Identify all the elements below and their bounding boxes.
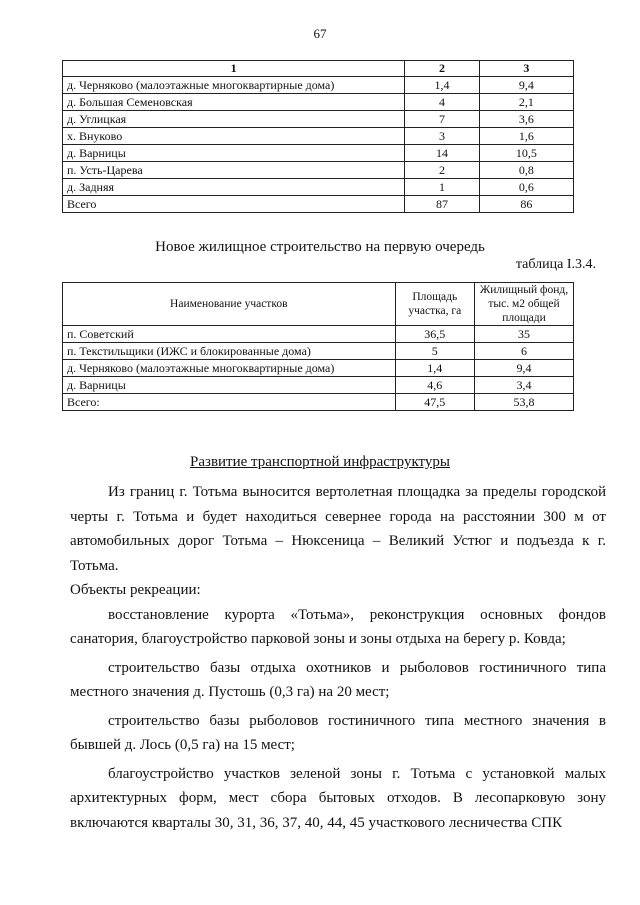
column-header: Наименование участков xyxy=(63,283,396,326)
table-row xyxy=(63,377,574,394)
paragraph: Объекты рекреации: xyxy=(70,582,201,598)
area-total: 47,5 xyxy=(395,394,474,411)
housing-value: 0,6 xyxy=(479,179,573,196)
table-total-row xyxy=(63,394,574,411)
table-header-row xyxy=(63,61,574,77)
table-row xyxy=(63,128,574,145)
column-header: 1 xyxy=(63,61,405,77)
paragraph: Из границ г. Тотьма выносится вертолетная площадка за пределы городской черты г. Тотьма и будет находиться севернее города на расстоянии 300 м от автомобильных дорог Тотьма – Нюксеница – Великий Устюг и подъезда к г. Тотьма. xyxy=(70,484,606,574)
column-header: Площадь участка, га xyxy=(395,283,474,326)
settlement-name: д. Варницы xyxy=(63,145,405,162)
column-header: Жилищный фонд, тыс. м2 общей площади xyxy=(475,283,574,326)
column-header: 2 xyxy=(405,61,480,77)
area-value: 4,6 xyxy=(395,377,474,394)
site-name: п. Советский xyxy=(63,326,396,343)
table-number: таблица I.3.4. xyxy=(515,257,596,272)
area-value: 7 xyxy=(405,111,480,128)
housing-value: 9,4 xyxy=(475,360,574,377)
table-row xyxy=(63,77,574,94)
area-total: 87 xyxy=(405,196,480,213)
list-paragraph: строительство базы отдыха охотников и рыболовов гостиничного типа местного значения д. Пустошь (0,3 га) на 20 мест; xyxy=(70,659,606,700)
column-header: 3 xyxy=(479,61,573,77)
area-value: 14 xyxy=(405,145,480,162)
housing-value: 3,6 xyxy=(479,111,573,128)
settlement-name: д. Задняя xyxy=(63,179,405,196)
table-row xyxy=(63,145,574,162)
table-row xyxy=(63,94,574,111)
area-value: 3 xyxy=(405,128,480,145)
table-row xyxy=(63,162,574,179)
site-name: д. Черняково (малоэтажные многоквартирные дома) xyxy=(63,360,396,377)
table-row xyxy=(63,326,574,343)
body-text xyxy=(70,480,606,835)
settlement-name: д. Черняково (малоэтажные многоквартирные дома) xyxy=(63,77,405,94)
area-value: 1,4 xyxy=(395,360,474,377)
table-row xyxy=(63,343,574,360)
housing-value: 0,8 xyxy=(479,162,573,179)
table-caption: Новое жилищное строительство на первую очередь xyxy=(155,239,485,255)
settlement-name: д. Большая Семеновская xyxy=(63,94,405,111)
table-header-row xyxy=(63,283,574,326)
housing-value: 3,4 xyxy=(475,377,574,394)
housing-value: 6 xyxy=(475,343,574,360)
area-value: 5 xyxy=(395,343,474,360)
list-paragraph: благоустройство участков зеленой зоны г. Тотьма с установкой малых архитектурных форм, мест сбора бытовых отходов. В лесопарковую зону включаются кварталы 30, 31, 36, 37, 40, 44, 45 участкового лесничества СПК xyxy=(70,765,606,831)
list-paragraph: восстановление курорта «Тотьма», реконструкция основных фондов санатория, благоустройство парковой зоны и зоны отдыха на берегу р. Ковда; xyxy=(70,606,606,647)
total-label: Всего: xyxy=(63,394,396,411)
housing-value: 35 xyxy=(475,326,574,343)
table-row xyxy=(63,179,574,196)
total-label: Всего xyxy=(63,196,405,213)
area-value: 4 xyxy=(405,94,480,111)
housing-value: 10,5 xyxy=(479,145,573,162)
table-row xyxy=(63,111,574,128)
section-title: Развитие транспортной инфраструктуры xyxy=(190,454,450,470)
housing-value: 2,1 xyxy=(479,94,573,111)
settlement-name: п. Усть-Царева xyxy=(63,162,405,179)
housing-value: 9,4 xyxy=(479,77,573,94)
table-total-row xyxy=(63,196,574,213)
area-value: 1 xyxy=(405,179,480,196)
area-value: 1,4 xyxy=(405,77,480,94)
settlements-housing-table xyxy=(62,60,574,213)
area-value: 36,5 xyxy=(395,326,474,343)
site-name: д. Варницы xyxy=(63,377,396,394)
area-value: 2 xyxy=(405,162,480,179)
new-construction-table xyxy=(62,282,574,411)
housing-total: 53,8 xyxy=(475,394,574,411)
site-name: п. Текстильщики (ИЖС и блокированные дома) xyxy=(63,343,396,360)
housing-total: 86 xyxy=(479,196,573,213)
settlement-name: д. Углицкая xyxy=(63,111,405,128)
list-paragraph: строительство базы рыболовов гостиничного типа местного значения в бывшей д. Лось (0,5 га) на 15 мест; xyxy=(70,712,606,753)
housing-value: 1,6 xyxy=(479,128,573,145)
table-row xyxy=(63,360,574,377)
page-number: 67 xyxy=(313,26,327,41)
settlement-name: х. Внуково xyxy=(63,128,405,145)
